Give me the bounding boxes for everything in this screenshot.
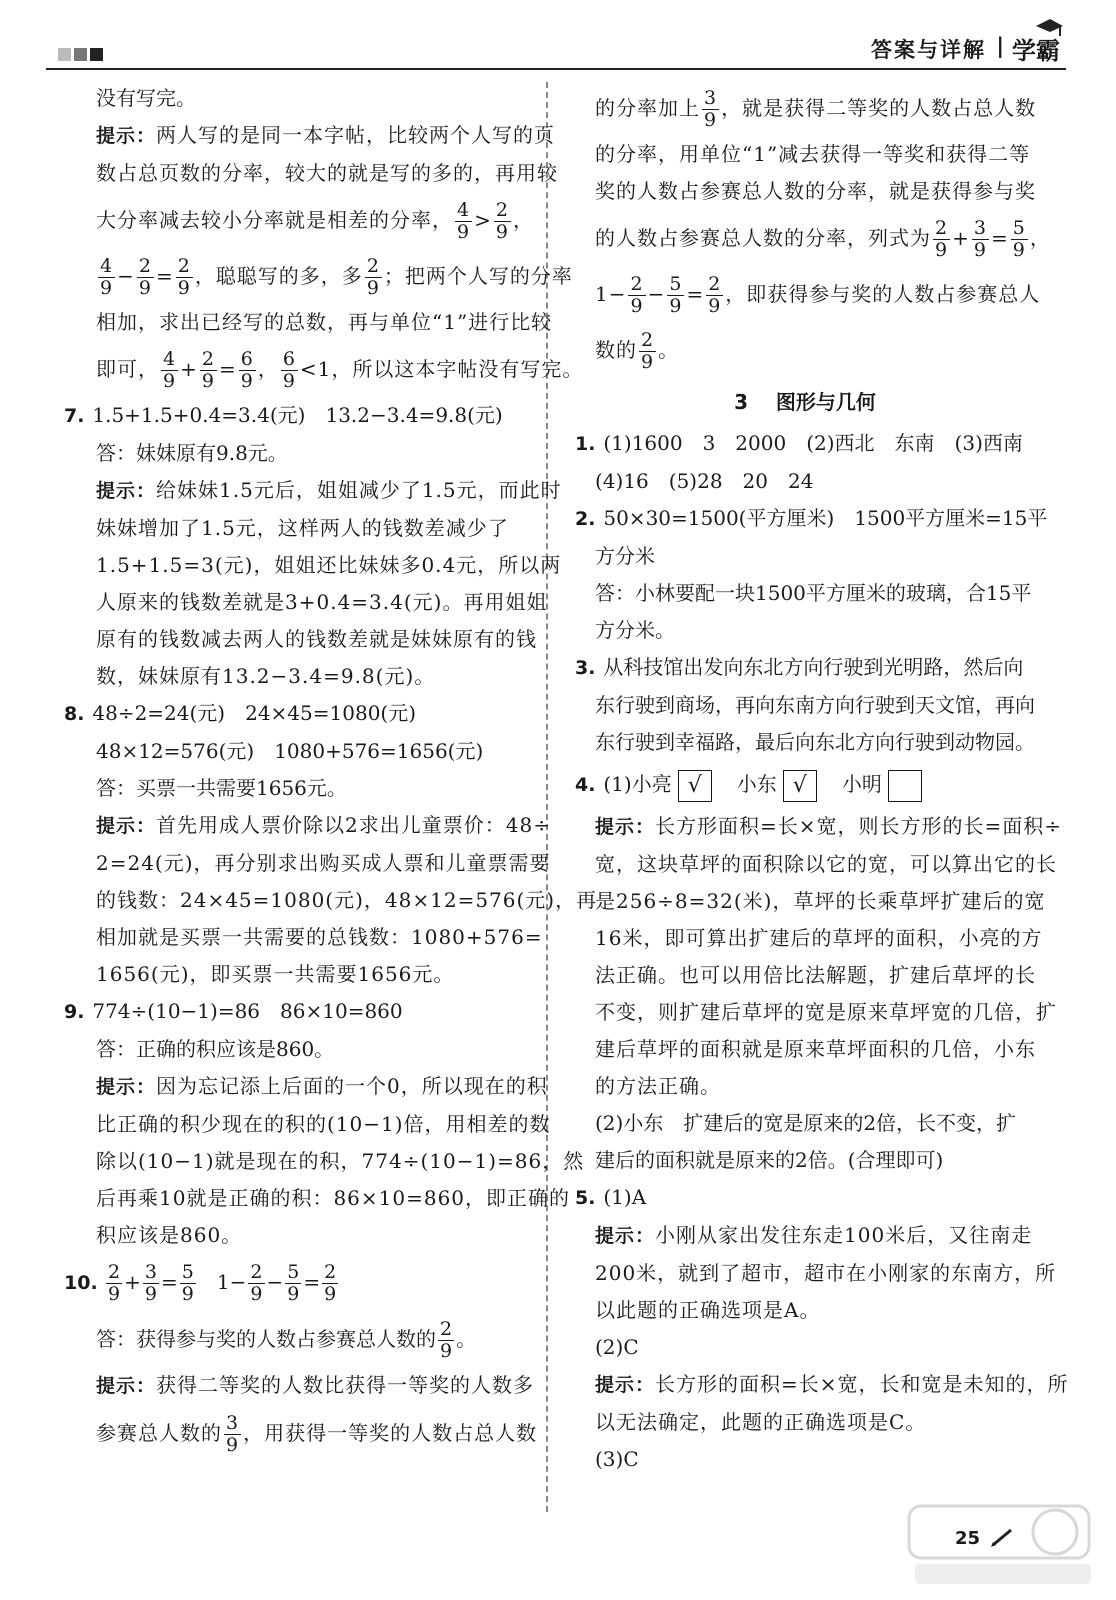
hint-line: 提示：首先用成人票价除以2求出儿童票价：48÷: [96, 813, 551, 837]
hint-line-fraction: 的分率加上 $\frac{3}{9}$ ，就是获得二等奖的人数占总人数: [595, 87, 1037, 131]
page-header: [0, 0, 1116, 70]
hint-line: 妹妹增加了1.5元，这样两人的钱数差减少了: [96, 516, 509, 540]
square-mid: [74, 48, 87, 61]
answer-line: (2)C: [595, 1335, 639, 1359]
fraction: $\frac{5}{9}$: [669, 273, 683, 317]
question-number: 9.: [64, 1001, 85, 1023]
square-light: [58, 48, 71, 61]
hint-line-fraction: 即可， $\frac{4}{9}$ + $\frac{2}{9}$ = $\frac{6}{9}$ ， $\frac{6}{9}$ <1，所以这本字帖没有写完。: [96, 348, 584, 392]
fraction: $\frac{5}{9}$: [287, 1261, 300, 1305]
hint-line: 提示：给妹妹1.5元后，姐姐减少了1.5元，而此时: [96, 478, 562, 502]
question-number: 8.: [64, 703, 85, 725]
hint-line-fraction: $\frac{4}{9}$ − $\frac{2}{9}$ = $\frac{2}{9}$ ，聪聪写的多，多 $\frac{2}{9}$ ；把两个人写的分率: [100, 255, 573, 299]
fraction: $\frac{2}{9}$: [250, 1261, 263, 1305]
fraction: $\frac{2}{9}$: [108, 1261, 121, 1305]
question-9: 9. 774÷(10−1)=86 86×10=860: [64, 993, 534, 1031]
question-number: 2.: [575, 508, 596, 530]
hint-line: 原有的钱数减去两人的钱数差就是妹妹原有的钱: [96, 627, 537, 651]
fraction: $\frac{6}{9}$: [240, 348, 254, 392]
hint-line: 200米，就到了超市，超市在小刚家的东南方，所: [595, 1261, 1057, 1285]
hint-line-fraction: 数的 $\frac{2}{9}$ 。: [595, 329, 680, 373]
hint-line: 人原来的钱数差就是3+0.4=3.4(元)。再用姐姐: [96, 590, 548, 614]
hint-line-fraction: 参赛总人数的 $\frac{3}{9}$ ，用获得一等奖的人数占总人数: [96, 1412, 538, 1456]
hint-line: 1656(元)，即买票一共需要1656元。: [96, 962, 455, 986]
answer-line: 建后的面积就是原来的2倍。(合理即可): [595, 1148, 944, 1172]
hint-label: 提示：: [96, 815, 157, 837]
answer-line: (3)C: [595, 1447, 639, 1471]
hint-line: 的方法正确。: [595, 1074, 721, 1098]
right-column: [575, 80, 1069, 1478]
hint-line: 提示：因为忘记添上后面的一个0，所以现在的积: [96, 1074, 548, 1098]
question-number: 7.: [64, 405, 85, 427]
fraction: $\frac{3}{9}$: [973, 217, 987, 261]
hint-line: 以此题的正确选项是A。: [595, 1298, 821, 1322]
question-number: 4.: [575, 774, 596, 796]
question-8: 8. 48÷2=24(元) 24×45=1080(元): [64, 695, 534, 733]
square-dark: [90, 48, 103, 61]
hint-line: 1.5+1.5=3(元)，姐姐还比妹妹多0.4元，所以两: [96, 553, 562, 577]
hint-line: 是256÷8=32(米)，草坪的长乘草坪扩建后的宽: [595, 889, 1046, 913]
answer-line: (4)16 (5)28 20 24: [595, 469, 814, 493]
fraction: $\frac{4}{9}$: [457, 199, 471, 243]
answer-formula: 1.5+1.5+0.4=3.4(元) 13.2−3.4=9.8(元): [92, 403, 503, 427]
answer-line: 方分米: [595, 544, 655, 568]
hint-line: 数占总页数的分率，较大的就是写的多的，再用较: [96, 161, 558, 185]
checkbox-empty: [888, 770, 922, 802]
section-number: 3: [734, 390, 749, 414]
text-line: 没有写完。: [96, 86, 196, 110]
hint-line: 法正确。也可以用倍比法解题，扩建后草坪的长: [595, 963, 1036, 987]
header-rule: [46, 68, 1066, 70]
hint-line: 的钱数：24×45=1080(元)，48×12=576(元)，再: [96, 888, 598, 912]
fraction: $\frac{3}{9}$: [704, 87, 718, 131]
hint-label: 提示：: [96, 1076, 157, 1098]
hint-label: 提示：: [96, 1375, 157, 1397]
hint-label: 提示：: [96, 125, 157, 147]
question-number: 3.: [575, 657, 596, 679]
hint-line-fraction: 大分率减去较小分率就是相差的分率， $\frac{4}{9}$ > $\frac{2}{9}$ ，: [96, 199, 534, 243]
fraction: $\frac{2}{9}$: [641, 329, 655, 373]
answer-line: 答：正确的积应该是860。: [96, 1037, 335, 1061]
answer-line: 答：获得参与奖的人数占参赛总人数的 $\frac{2}{9}$ 。: [96, 1318, 477, 1362]
fraction: $\frac{3}{9}$: [144, 1261, 157, 1305]
section-title: [575, 384, 1035, 421]
question-1: 1. (1)1600 3 2000 (2)西北 东南 (3)西南: [575, 425, 1035, 463]
question-4: 4. (1)小亮 √ 小东 √ 小明: [575, 761, 1035, 808]
hint-line: 建后草坪的面积就是原来草坪面积的几倍，小东: [595, 1037, 1036, 1061]
fraction: $\frac{2}{9}$: [708, 273, 722, 317]
question-2: 2. 50×30=1500(平方厘米) 1500平方厘米=15平: [575, 500, 1035, 538]
answer-line: 东行驶到幸福路，最后向东北方向行驶到动物园。: [595, 730, 1035, 754]
hint-line-fraction: 1− $\frac{2}{9}$ − $\frac{5}{9}$ = $\frac{2}{9}$ ，即获得参与奖的人数占参赛总人: [595, 273, 1041, 317]
hint-line: 奖的人数占参赛总人数的分率，就是获得参与奖: [595, 179, 1036, 203]
fraction: $\frac{2}{9}$: [935, 217, 949, 261]
hint-line: [64, 117, 556, 155]
fraction: $\frac{5}{9}$: [1012, 217, 1026, 261]
fraction: $\frac{2}{9}$: [495, 199, 509, 243]
question-10: 10. $\frac{2}{9}$ + $\frac{3}{9}$ = $\frac{5}{9}$ 1− $\frac{2}{9}$ − $\frac{5}{9}$ = $\frac{2}{9}$: [64, 1254, 534, 1311]
fraction: $\frac{2}{9}$: [630, 273, 644, 317]
hint-line: 数，妹妹原有13.2−3.4=9.8(元)。: [96, 664, 436, 688]
fraction: $\frac{3}{9}$: [226, 1412, 240, 1456]
answer-line: 东行驶到商场，再向东南方向行驶到天文馆，再向: [595, 693, 1035, 717]
hint-line: 提示：获得二等奖的人数比获得一等奖的人数多: [96, 1373, 535, 1397]
question-3: 3. 从科技馆出发向东北方向行驶到光明路，然后向: [575, 649, 1035, 687]
answer-line: 答：小林要配一块1500平方厘米的玻璃，合15平: [595, 581, 1032, 605]
question-number: 10.: [64, 1272, 98, 1294]
fraction: $\frac{2}{9}$: [177, 255, 191, 299]
hint-line: 相加就是买票一共需要的总钱数：1080+576=: [96, 925, 543, 949]
hint-line: 相加，求出已经写的总数，再与单位“1”进行比较: [96, 310, 553, 334]
fraction: $\frac{2}{9}$: [201, 348, 215, 392]
hint-label: 提示：: [595, 1225, 656, 1247]
fraction: $\frac{6}{9}$: [282, 348, 296, 392]
hint-line: 的分率，用单位“1”减去获得一等奖和获得二等: [595, 142, 1031, 166]
section-heading: 图形与几何: [775, 390, 876, 414]
hint-line: 宽，这块草坪的面积除以它的宽，可以算出它的长: [595, 852, 1057, 876]
graduation-cap-icon: [1034, 16, 1064, 40]
hint-line-fraction: 的人数占参赛总人数的分率，列式为 $\frac{2}{9}$ + $\frac{3}{9}$ = $\frac{5}{9}$ ，: [595, 217, 1051, 261]
hint-line: 提示：长方形的面积=长×宽，长和宽是未知的，所: [595, 1372, 1069, 1396]
fraction: $\frac{5}{9}$: [181, 1261, 194, 1305]
hint-line: 积应该是860。: [96, 1223, 243, 1247]
header-separator: |: [996, 34, 1004, 58]
fraction: $\frac{2}{9}$: [440, 1318, 453, 1362]
hint-line: 提示：长方形面积=长×宽，则长方形的长=面积÷: [595, 814, 1063, 838]
question-7: [64, 397, 534, 435]
answer-line: 答：妹妹原有9.8元。: [96, 441, 288, 465]
fraction: $\frac{2}{9}$: [138, 255, 152, 299]
hint-line: 比正确的积少现在的积的(10−1)倍，用相差的数: [96, 1112, 551, 1136]
fraction: $\frac{4}{9}$: [163, 348, 177, 392]
hint-line: 不变，则扩建后草坪的宽是原来草坪宽的几倍，扩: [595, 1000, 1057, 1024]
fraction: $\frac{2}{9}$: [366, 255, 380, 299]
answer-formula: 48×12=576(元) 1080+576=1656(元): [96, 739, 484, 763]
pencil-icon: [990, 1526, 1016, 1548]
left-column: [64, 80, 598, 1461]
page-number: 25: [955, 1528, 981, 1549]
hint-line: 后再乘10就是正确的积：86×10=860，即正确的: [96, 1186, 571, 1210]
hint-text: 大分率减去较小分率就是相差的分率，: [96, 208, 453, 232]
answer-line: (2)小东 扩建后的宽是原来的2倍，长不变，扩: [595, 1111, 1017, 1135]
hint-text: 两人写的是同一本字帖，比较两个人写的页: [156, 123, 556, 147]
header-brand: 学霸: [1012, 37, 1060, 65]
hint-line: 提示：小刚从家出发往东走100米后，又往南走: [595, 1223, 1033, 1247]
checkbox-checked: √: [783, 770, 817, 802]
question-number: 1.: [575, 433, 596, 455]
hint-line: 以无法确定，此题的正确选项是C。: [595, 1410, 927, 1434]
fraction: $\frac{4}{9}$: [100, 255, 114, 299]
hint-line: 除以(10−1)就是现在的积，774÷(10−1)=86，然: [96, 1149, 585, 1173]
answer-line: 答：买票一共需要1656元。: [96, 776, 347, 800]
fraction: $\frac{2}{9}$: [324, 1261, 337, 1305]
checkbox-checked: √: [678, 770, 712, 802]
question-number: 5.: [575, 1187, 596, 1209]
hint-line: 16米，即可算出扩建后的草坪的面积，小亮的方: [595, 926, 1043, 950]
question-5: 5. (1)A: [575, 1179, 1035, 1217]
header-title: 答案与详解: [871, 38, 986, 62]
answer-line: 方分米。: [595, 618, 675, 642]
hint-label: 提示：: [595, 1374, 656, 1396]
header-decoration: [58, 46, 106, 65]
hint-line: 2=24(元)，再分别求出购买成人票和儿童票需要: [96, 851, 551, 875]
hint-label: 提示：: [96, 480, 157, 502]
hint-label: 提示：: [595, 816, 656, 838]
